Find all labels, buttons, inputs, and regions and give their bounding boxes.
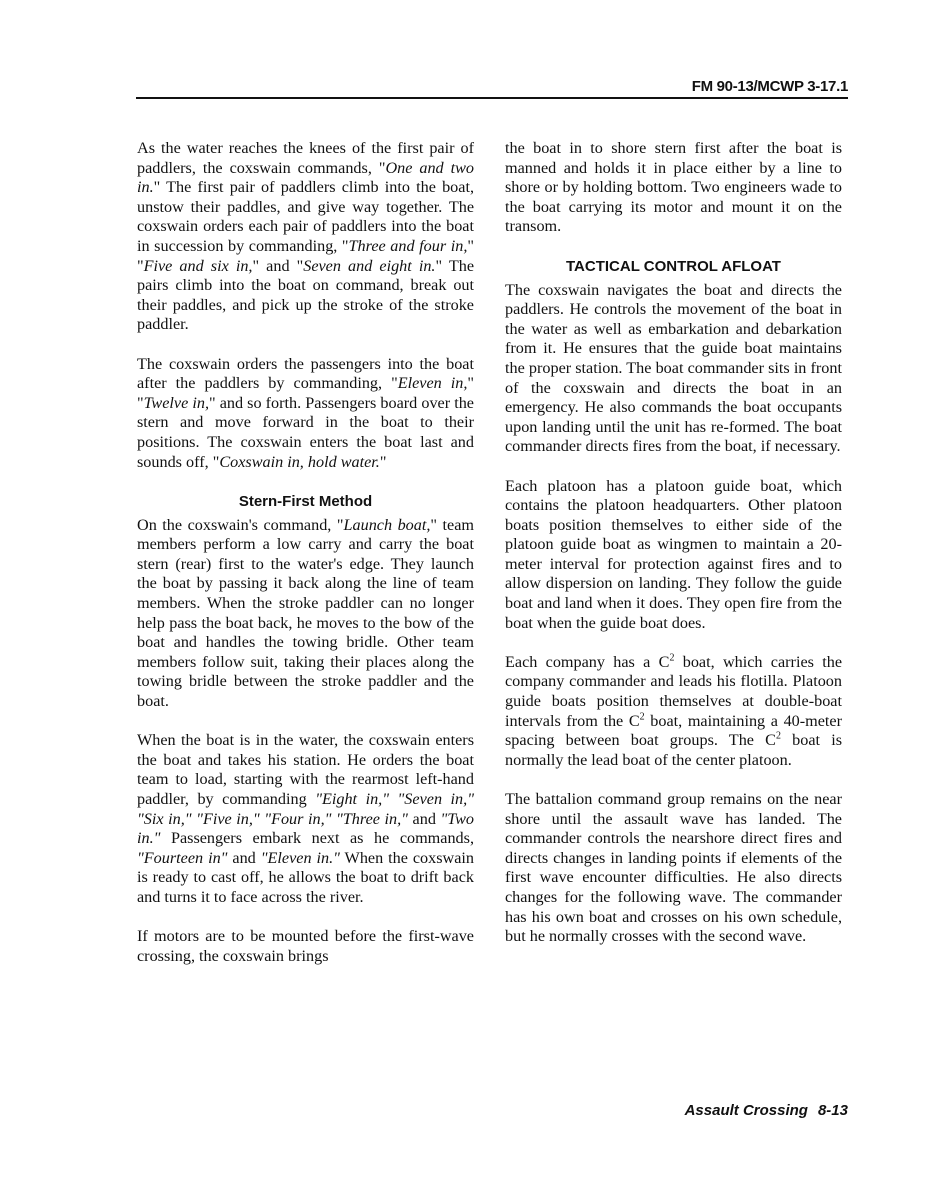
footer-chapter-title: Assault Crossing: [684, 1102, 808, 1119]
right-column: [505, 139, 842, 966]
header-rule: [136, 97, 848, 99]
paragraph-motors-mounted: If motors are to be mounted before the first-wave crossing, the coxswain brings: [137, 927, 474, 965]
subheading-stern-first-method: Stern-First Method: [238, 492, 373, 510]
paragraph-paddlers-boarding: As the water reaches the knees of the first pair of paddlers, the coxswain commands, "One and two in." The first pair of paddlers climb into the boat, unstow their paddles, and give way together. The coxswain orders each pair of paddlers into the boat in succession by commanding, "Three and four in," "Five and six in," and "Seven and eight in." The pairs climb into the boat on command, break out their paddles, and pick up the stroke of the stroke paddler.: [137, 139, 475, 334]
paragraph-platoon-guide-boat: Each platoon has a platoon guide boat, which contains the platoon headquarters. Other platoon boats position themselves to either side of the platoon guide boat as wingmen to maintain a 20-meter interval for protection against fires and to allow dispersion on landing. They follow the guide boat and land when it does. They open fire from the boat when the guide boat does.: [505, 476, 842, 632]
footer-page-number: 8-13: [817, 1102, 848, 1119]
paragraph-passengers-boarding: The coxswain orders the passengers into the boat after the paddlers by commanding, "Eleven in," "Twelve in," and so forth. Passengers board over the stern and move forward in the boat to their positions. The coxswain enters the boat last and sounds off, "Coxswain in, hold water.": [137, 354, 474, 471]
paragraph-company-c2-boat: Each company has a $C^2$ boat, which carries the company commander and leads his flotilla. Platoon guide boats position themselves at double-boat intervals from the $C^2$ boat, maintaining a 40-meter spacing between boat groups. The $C^2$ boat is normally the lead boat of the center platoon.: [505, 652, 843, 769]
page-footer: [600, 1102, 848, 1119]
page-header-title: FM 90-13/MCWP 3-17.1: [691, 78, 848, 95]
paragraph-stern-first-continued: the boat in to shore stern first after the boat is manned and holds it in place either by a line to shore or by holding bottom. Two engineers wade to the boat carrying its motor and mount it on the transom.: [505, 139, 842, 236]
paragraph-coxswain-navigates: The coxswain navigates the boat and directs the paddlers. He controls the movement of the boat in the water as well as embarkation and debarkation from it. He ensures that the guide boat maintains the proper station. The boat commander sits in front of the coxswain and directs the boat in an emergency. He also commands the boat occupants upon landing until the unit has re-formed. The boat commander directs fires from the boat, if necessary.: [505, 280, 842, 456]
left-column: [137, 139, 474, 986]
paragraph-launch-boat: On the coxswain's command, "Launch boat," team members perform a low carry and carry the boat stern (rear) first to the water's edge. They launch the boat by passing it back along the line of team members. When the stroke paddler can no longer help pass the boat back, he moves to the bow of the boat and handles the towing bridle. Other team members follow suit, taking their places along the towing bridle between the stroke paddler and the boat.: [137, 515, 475, 711]
subheading-tactical-control-afloat: TACTICAL CONTROL AFLOAT: [566, 257, 781, 275]
paragraph-battalion-command-group: The battalion command group remains on the near shore until the assault wave has landed. The commander controls the nearshore direct fires and directs changes in landing points if elements of the first wave encounter difficulties. He also directs changes for the following wave. The commander has his own boat and crosses on his own schedule, but he normally crosses with the second wave.: [505, 790, 842, 946]
paragraph-boat-in-water: When the boat is in the water, the coxswain enters the boat and takes his station. He orders the boat team to load, starting with the rearmost left-hand paddler, by commanding "Eight in," "Seven in," "Six in," "Five in," "Four in," "Three in," and "Two in." Passengers embark next as he commands, "Fourteen in" and "Eleven in." When the coxswain is ready to cast off, he allows the boat to drift back and turns it to face across the river.: [137, 731, 474, 906]
